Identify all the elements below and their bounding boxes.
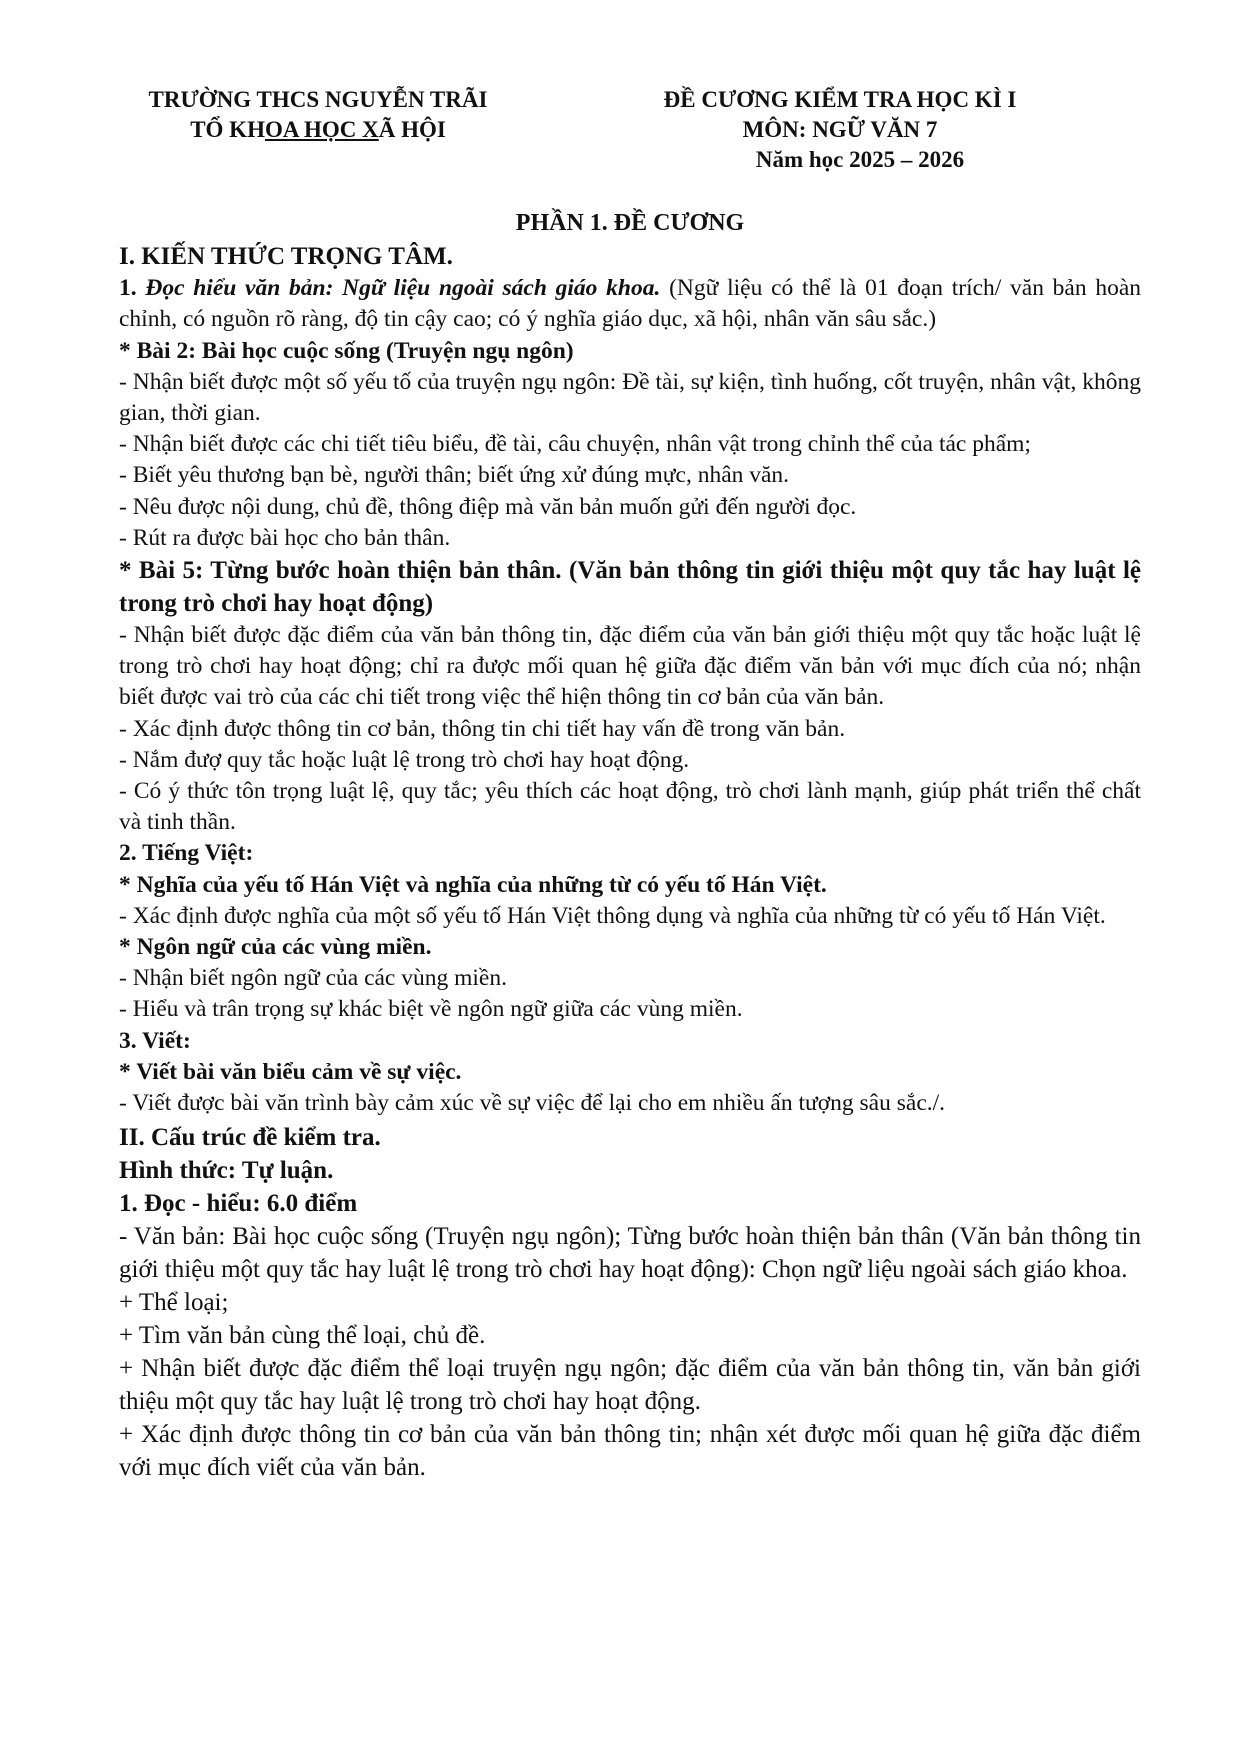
bai2-item: - Biết yêu thương bạn bè, người thân; biết ứng xử đúng mực, nhân văn. [119,462,790,489]
department-name: TỔ KHOA HỌC XÃ HỘI [190,117,446,142]
school-year: Năm học 2025 – 2026 [755,147,965,172]
reading-score-heading: 1. Đọc - hiểu: 6.0 điểm [119,1190,358,1218]
exam-form: Hình thức: Tự luận. [119,1157,334,1185]
school-header [128,85,508,145]
bai2-item: - Nhận biết được một số yếu tố của truyện ngụ ngôn: Đề tài, sự kiện, tình huống, cốt truyện, nhân vật, không gian, thời gian. [119,368,1141,427]
subject-label: MÔN: NGỮ VĂN 7 [742,117,938,142]
vung-mien-item: - Hiểu và trân trọng sự khác biệt về ngôn ngữ giữa các vùng miền. [119,996,743,1023]
section-2-heading: II. Cấu trúc đề kiểm tra. [119,1124,381,1152]
bai5-item: - Nắm đượ quy tắc hoặc luật lệ trong trò chơi hay hoạt động. [119,746,690,773]
vung-mien-item: - Nhận biết ngôn ngữ của các vùng miền. [119,965,507,992]
document-body [119,208,1141,1484]
document-header [600,85,1080,175]
part-title: PHẦN 1. ĐỀ CƯƠNG [515,210,745,236]
section-1-heading: I. KIẾN THỨC TRỌNG TÂM. [119,243,453,271]
document-title: ĐỀ CƯƠNG KIỂM TRA HỌC KÌ I [663,87,1017,112]
viet-subheading: * Viết bài văn biểu cảm về sự việc. [119,1058,462,1085]
reading-structure-item: + Nhận biết được đặc điểm thể loại truyện ngụ ngôn; đặc điểm của văn bản thông tin, văn bản giới thiệu một quy tắc hay luật lệ trong trò chơi hay hoạt động. [119,1355,1141,1416]
reading-structure-item: - Văn bản: Bài học cuộc sống (Truyện ngụ ngôn); Từng bước hoàn thiện bản thân (Văn bản thông tin giới thiệu một quy tắc hay luật lệ trong trò chơi hay hoạt động): Chọn ngữ liệu ngoài sách giáo khoa. [119,1223,1141,1284]
bai2-heading: * Bài 2: Bài học cuộc sống (Truyện ngụ ngôn) [119,337,574,364]
bai5-item: - Xác định được thông tin cơ bản, thông tin chi tiết hay vấn đề trong văn bản. [119,715,846,742]
reading-structure-item: + Xác định được thông tin cơ bản của văn bản thông tin; nhận xét được mối quan hệ giữa đặc điểm với mục đích viết của văn bản. [119,1421,1141,1482]
school-name: TRƯỜNG THCS NGUYỄN TRÃI [148,87,488,112]
reading-structure-item: + Thể loại; [119,1289,229,1317]
han-viet-heading: * Nghĩa của yếu tố Hán Việt và nghĩa của những từ có yếu tố Hán Việt. [119,871,827,898]
bai2-item: - Nêu được nội dung, chủ đề, thông điệp mà văn bản muốn gửi đến người đọc. [119,493,857,520]
tieng-viet-heading: 2. Tiếng Việt: [119,840,254,867]
vung-mien-heading: * Ngôn ngữ của các vùng miền. [119,934,432,961]
reading-structure-item: + Tìm văn bản cùng thể loại, chủ đề. [119,1322,486,1350]
bai5-item: - Nhận biết được đặc điểm của văn bản thông tin, đặc điểm của văn bản giới thiệu một quy tắc hoặc luật lệ trong trò chơi hay hoạt động; chỉ ra được mối quan hệ giữa đặc điểm văn bản với mục đích của nó; nhận biết được vai trò của các chi tiết trong việc thể hiện thông tin cơ bản của văn bản. [119,622,1141,711]
han-viet-item: - Xác định được nghĩa của một số yếu tố Hán Việt thông dụng và nghĩa của những từ có yếu tố Hán Việt. [119,902,1106,929]
reading-intro [119,273,1141,335]
bai2-item: - Rút ra được bài học cho bản thân. [119,524,451,551]
bai5-heading: * Bài 5: Từng bước hoàn thiện bản thân. (Văn bản thông tin giới thiệu một quy tắc hay luật lệ trong trò chơi hay hoạt động) [119,557,1141,618]
bai5-item: - Có ý thức tôn trọng luật lệ, quy tắc; yêu thích các hoạt động, trò chơi lành mạnh, giúp phát triển thể chất và tinh thần. [119,778,1141,836]
reading-title: Đọc hiểu văn bản: Ngữ liệu ngoài sách giáo khoa. [145,275,661,302]
viet-heading: 3. Viết: [119,1027,191,1054]
reading-number: 1. [119,275,137,302]
reading-note: (Ngữ liệu có thể là 01 đoạn trích/ văn bản hoàn chỉnh, có nguồn rõ ràng, độ tin cậy cao; có ý nghĩa giáo dục, xã hội, nhân văn sâu sắc.) [119,275,1142,333]
viet-item: - Viết được bài văn trình bày cảm xúc về sự việc để lại cho em nhiều ấn tượng sâu sắc./. [119,1090,946,1117]
bai2-item: - Nhận biết được các chi tiết tiêu biểu, đề tài, câu chuyện, nhân vật trong chỉnh thể của tác phẩm; [119,431,1031,458]
